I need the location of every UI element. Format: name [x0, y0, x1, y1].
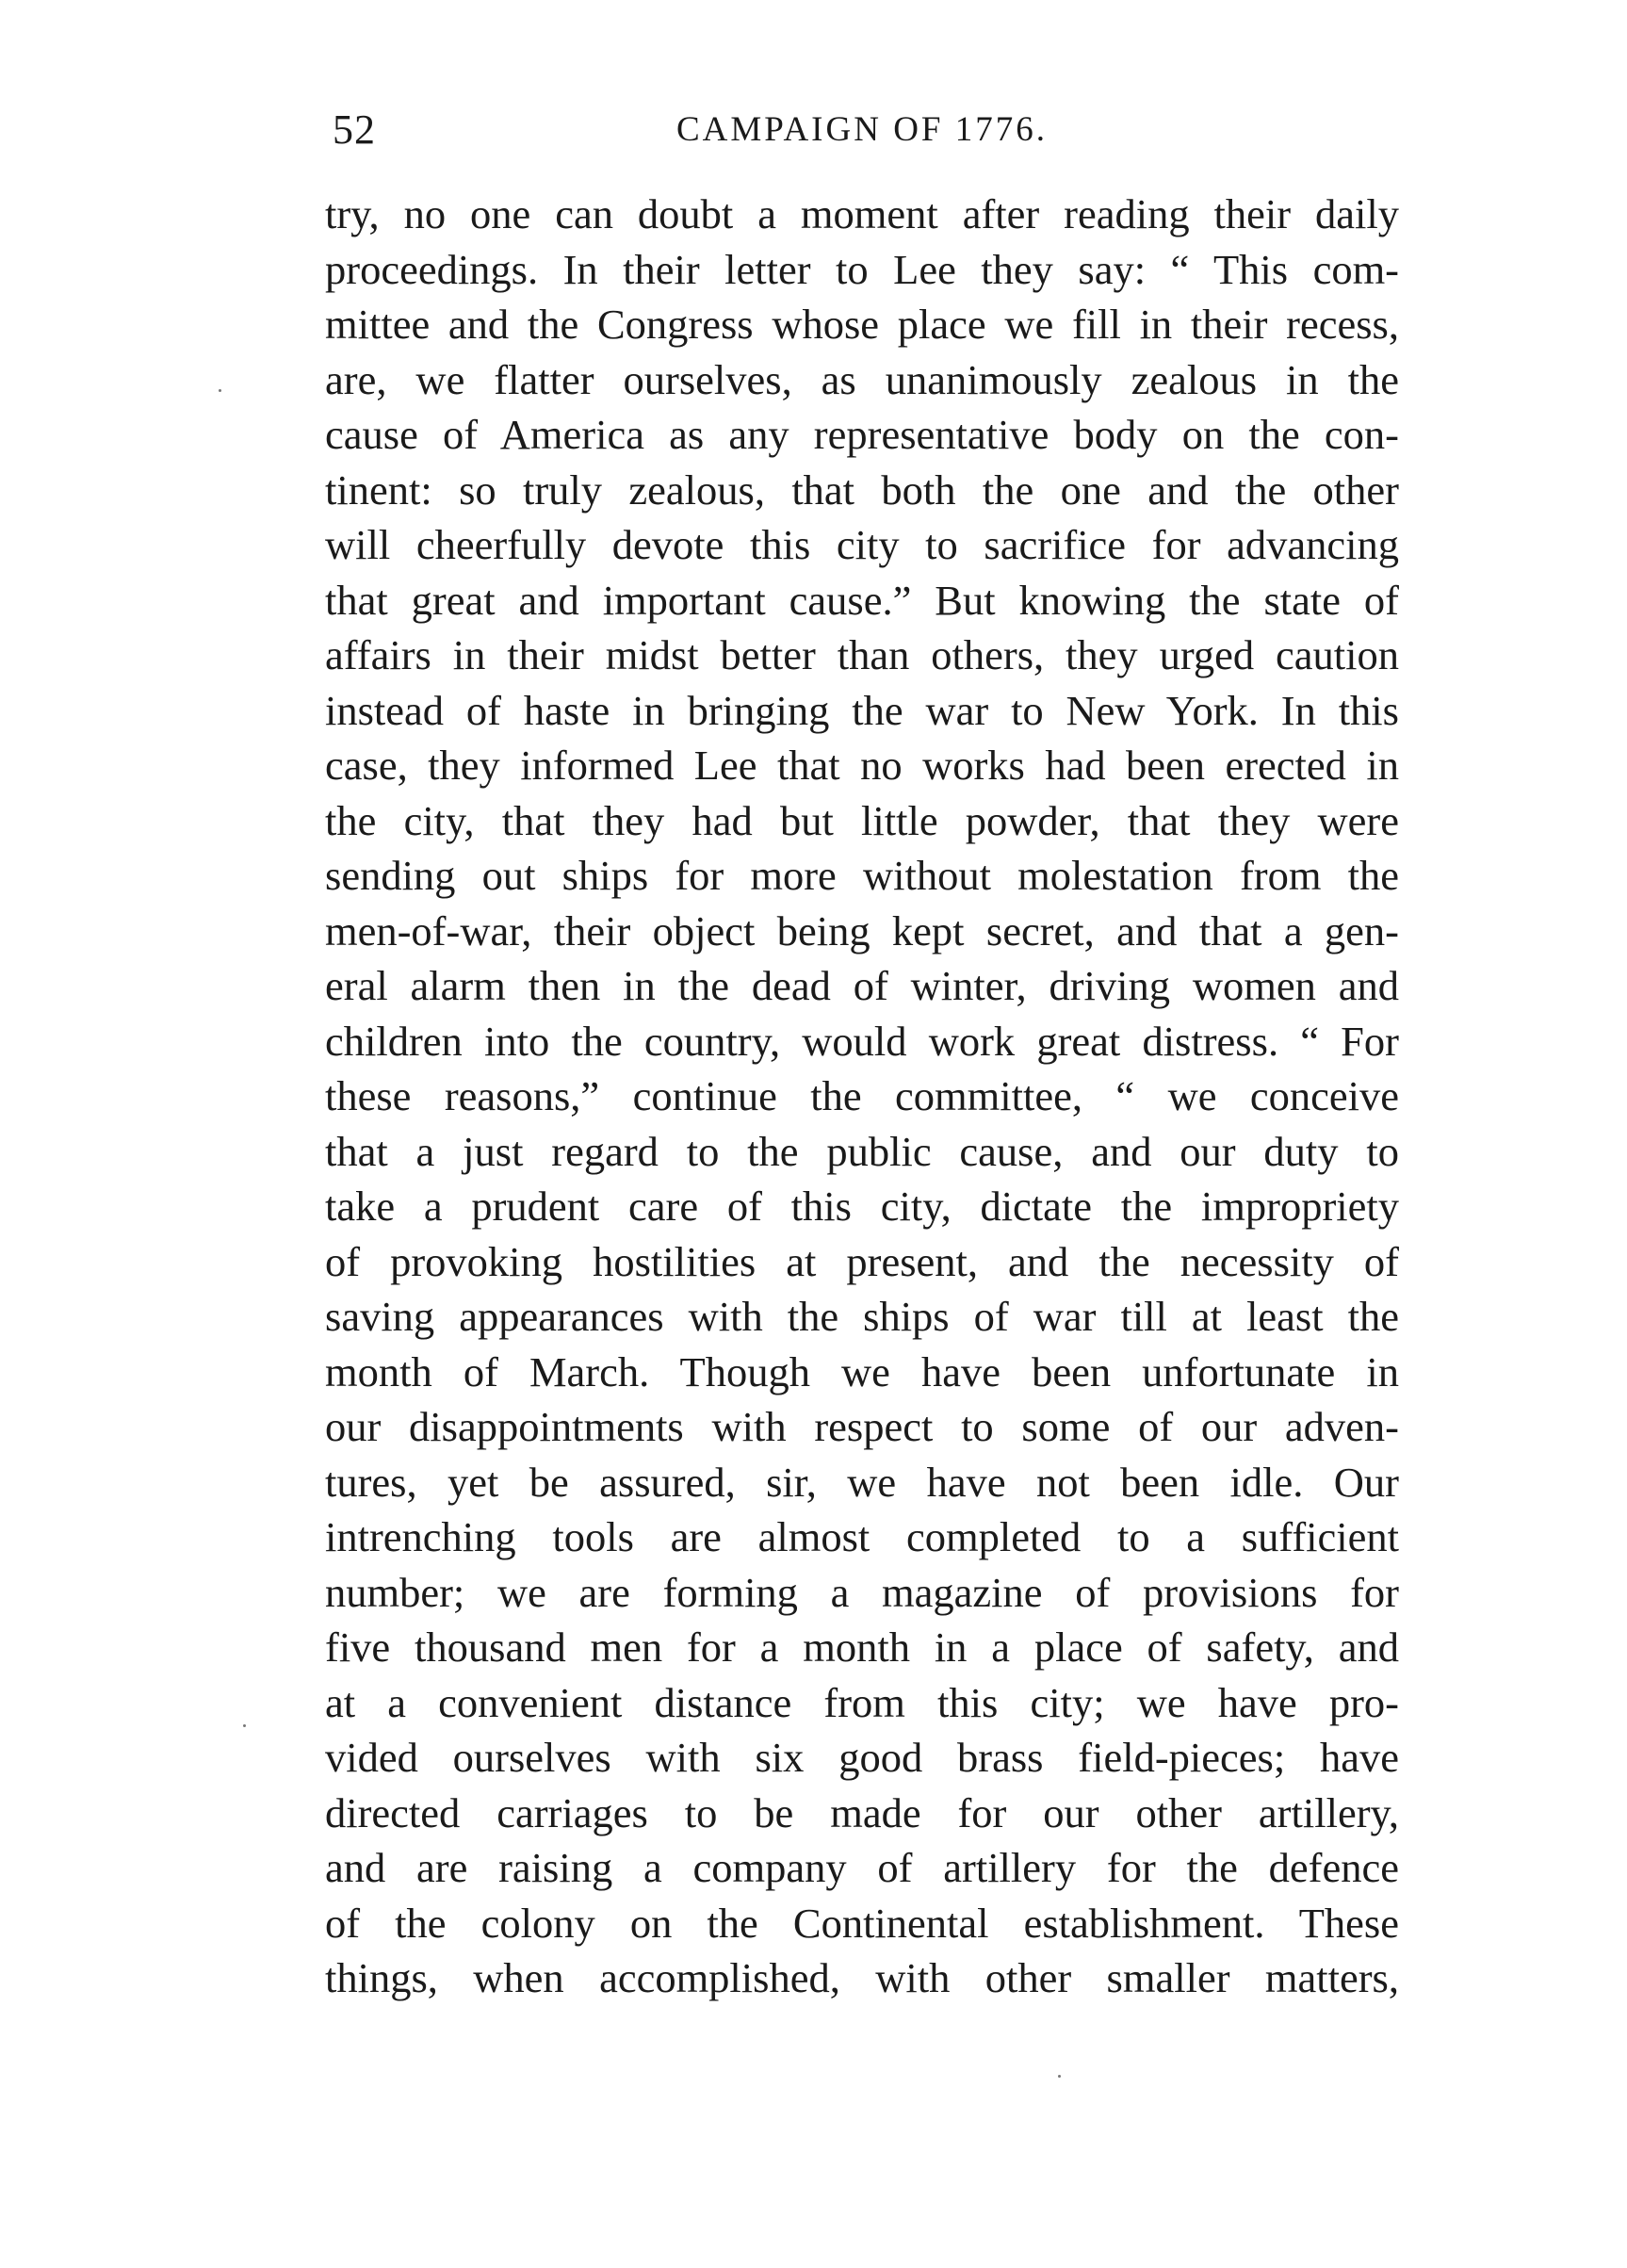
text-line: mittee and the Congress whose place we fill in their recess,	[325, 301, 1399, 348]
text-line: of the colony on the Continental establishment. These	[325, 1899, 1399, 1947]
text-line: and are raising a company of artillery for the defence	[325, 1844, 1399, 1891]
text-line: take a prudent care of this city, dictate the impropriety	[325, 1183, 1399, 1230]
page-number: 52	[333, 106, 376, 153]
text-line: instead of haste in bringing the war to New York. In this	[325, 686, 1399, 734]
text-line: cause of America as any representative body on the con-	[325, 411, 1399, 458]
text-line: these reasons,” continue the committee, “ we conceive	[325, 1072, 1399, 1119]
page-header	[325, 102, 1399, 158]
text-line: men-of-war, their object being kept secret, and that a gen-	[325, 906, 1399, 955]
text-line: are, we flatter ourselves, as unanimously zealous in the	[325, 355, 1399, 403]
text-line: vided ourselves with six good brass field-pieces; have	[325, 1734, 1399, 1781]
text-line: case, they informed Lee that no works had been erected in	[325, 742, 1399, 789]
text-line: the city, that they had but little powder, that they were	[325, 796, 1399, 844]
text-line: proceedings. In their letter to Lee they say: “ This com-	[325, 245, 1399, 293]
paper-speck	[219, 389, 221, 392]
text-line: tures, yet be assured, sir, we have not been idle. Our	[325, 1458, 1399, 1506]
body-text	[325, 187, 1399, 2006]
text-line: will cheerfully devote this city to sacrifice for advancing	[325, 521, 1399, 568]
text-line: saving appearances with the ships of war till at least the	[325, 1293, 1399, 1340]
text-line: that great and important cause.” But knowing the state of	[325, 576, 1399, 624]
text-line: children into the country, would work great distress. “ For	[325, 1017, 1399, 1065]
text-line: affairs in their midst better than others, they urged caution	[325, 631, 1399, 678]
paper-speck	[243, 1724, 246, 1727]
text-line: tinent: so truly zealous, that both the one and the other	[325, 465, 1399, 514]
text-line: try, no one can doubt a moment after reading their daily	[325, 190, 1399, 237]
text-line: intrenching tools are almost completed to a sufficient	[325, 1513, 1399, 1560]
paper-speck	[1058, 2075, 1061, 2078]
text-line: things, when accomplished, with other smaller matters,	[325, 1954, 1399, 2001]
running-title: CAMPAIGN OF 1776.	[675, 110, 1048, 149]
text-line: number; we are forming a magazine of provisions for	[325, 1568, 1399, 1616]
text-line: sending out ships for more without molestation from the	[325, 852, 1399, 899]
text-line: our disappointments with respect to some of our adven-	[325, 1403, 1399, 1450]
text-line: of provoking hostilities at present, and the necessity of	[325, 1237, 1399, 1285]
text-line: that a just regard to the public cause, and our duty to	[325, 1127, 1399, 1175]
text-line: eral alarm then in the dead of winter, driving women and	[325, 962, 1399, 1009]
text-line: month of March. Though we have been unfortunate in	[325, 1347, 1399, 1395]
text-line: directed carriages to be made for our other artillery,	[325, 1788, 1399, 1836]
text-line: five thousand men for a month in a place of safety, and	[325, 1623, 1399, 1671]
text-line: at a convenient distance from this city; we have pro-	[325, 1678, 1399, 1726]
